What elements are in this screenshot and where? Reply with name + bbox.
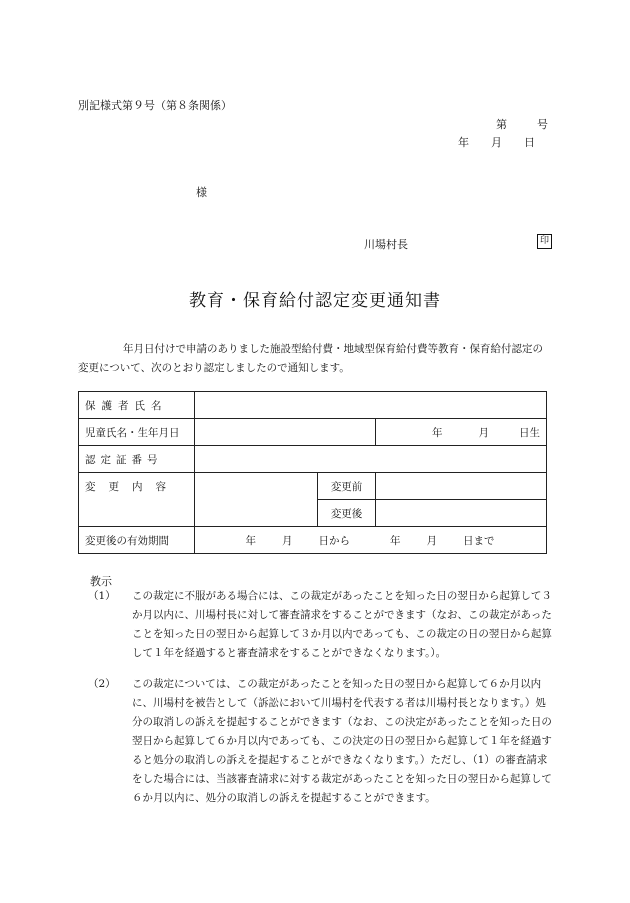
birth-day: 日生 (519, 426, 540, 439)
birth-month: 月 (478, 426, 489, 439)
before-value (376, 473, 547, 500)
before-label: 変更前 (318, 473, 376, 500)
change-description (195, 473, 318, 527)
period-month-2: 月 (426, 534, 437, 547)
intro-text: 日付けで申請のありました施設型給付費・地域型保育給付費等教育・保育給付認定の変更について、次のとおり認定しましたので通知します。 (78, 343, 543, 374)
after-value (376, 500, 547, 527)
number-label: 第 (496, 118, 507, 131)
guardian-value (195, 392, 547, 419)
info-table (78, 391, 547, 554)
note-2-text: この裁定については、この裁定があったことを知った日の翌日から起算して６か月以内に、川場村を被告として（訴訟において川場村を代表する者は川場村長となります。）処分の取消しの訴えを提起することができます（なお、この決定があったことを知った日の翌日から起算して６か月以内であっても、この決定の日の翌日から起算して１年を経過すると処分の取消しの訴えを提起することができなくなります。）ただし、（1）の審査請求をした場合には、当該審査請求に対する裁定があったことを知った日の翌日から起算して６か月以内に、処分の取消しの訴えを提起することができます。 (132, 678, 552, 804)
intro-paragraph (78, 340, 553, 378)
period-label: 変更後の有効期間 (79, 527, 195, 554)
date-month: 月 (491, 136, 502, 149)
period-row (79, 527, 547, 554)
note-2 (88, 675, 555, 808)
change-label: 変更内容 (79, 473, 195, 527)
cert-value (195, 446, 547, 473)
period-year-2: 年 (389, 534, 401, 547)
guardian-label: 保護者氏名 (79, 392, 195, 419)
issue-date (458, 134, 535, 150)
period-day-1: 日から (318, 534, 350, 547)
birth-year: 年 (432, 426, 443, 439)
note-1-text: この裁定に不服がある場合には、この裁定があったことを知った日の翌日から起算して３か月以内に、川場村長に対して審査請求をすることができます（なお、この裁定があったことを知った日の翌日から起算して３か月以内であっても、この裁定の日の翌日から起算して１年を経過すると審査請求をすることができなくなります。）。 (132, 590, 552, 659)
document-number (496, 116, 548, 132)
date-day: 日 (524, 136, 535, 149)
note-1-number: （1） (88, 590, 116, 602)
addressee-suffix: 様 (196, 186, 207, 199)
note-2-number: （2） (88, 678, 116, 690)
document-title: 教育・保育給付認定変更通知書 (189, 291, 441, 311)
guardian-row (79, 392, 547, 419)
form-label: 別記様式第９号（第８条関係） (78, 99, 232, 112)
child-label: 児童氏名・生年月日 (79, 419, 195, 446)
period-year-1: 年 (245, 534, 256, 547)
issuer: 川場村長 (364, 238, 408, 251)
child-birthdate (376, 419, 547, 446)
period-month-1: 月 (281, 534, 293, 547)
date-year: 年 (458, 136, 469, 149)
intro-year: 年 (123, 343, 134, 355)
period-value (195, 527, 547, 554)
period-day-2: 日まで (462, 534, 495, 547)
seal-mark: 印 (537, 234, 552, 249)
child-row (79, 419, 547, 446)
cert-label: 認定証番号 (79, 446, 195, 473)
note-1 (88, 587, 555, 663)
change-before-row (79, 473, 547, 500)
notes-title: 教示 (90, 575, 112, 588)
after-label: 変更後 (318, 500, 376, 527)
intro-month: 月 (133, 343, 144, 355)
child-name-value (195, 419, 376, 446)
number-unit: 号 (537, 118, 548, 131)
cert-row (79, 446, 547, 473)
